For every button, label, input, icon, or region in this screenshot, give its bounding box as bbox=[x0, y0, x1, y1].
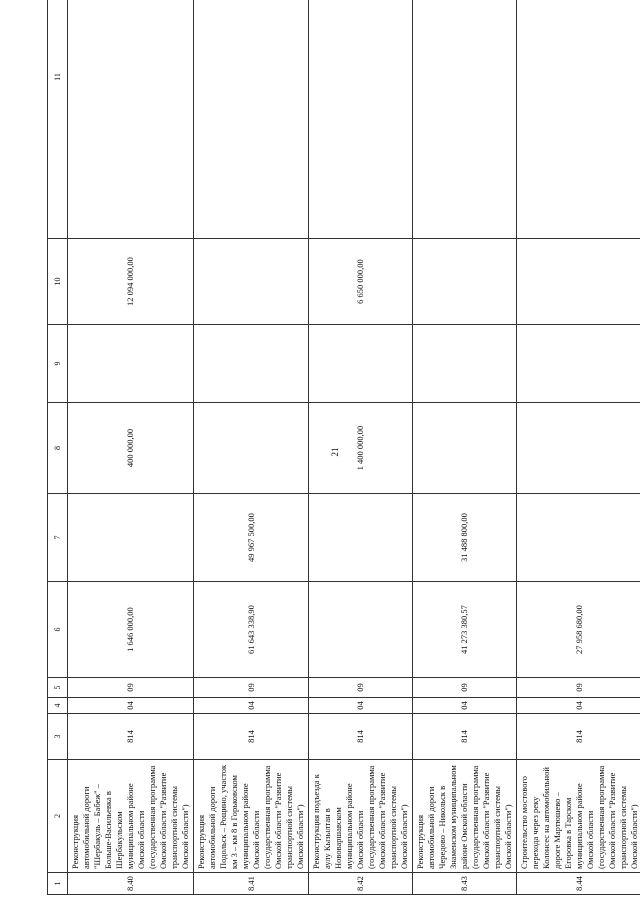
cell-col-9 bbox=[517, 325, 640, 403]
col-header-7: 7 bbox=[48, 494, 68, 582]
col-header-3: 3 bbox=[48, 714, 68, 760]
table-body bbox=[68, 0, 640, 895]
table-row bbox=[68, 0, 194, 895]
cell-col-7: 31 488 800,00 bbox=[413, 494, 517, 582]
cell-col-3: 814 bbox=[517, 714, 640, 760]
cell-col-10: 6 650 000,00 bbox=[309, 239, 413, 325]
cell-col-9 bbox=[68, 325, 194, 403]
row-description: Строительство мостового перехода через реку Колонсес на автомобильной дороге Мартюшево – Егоровка в Тарском муниципальном районе Омской области (государственная программа Омской области "Развитие транспортной системы Омской области") bbox=[517, 760, 640, 873]
cell-col-5: 09 bbox=[194, 678, 309, 698]
cell-col-3: 814 bbox=[68, 714, 194, 760]
cell-col-11 bbox=[517, 0, 640, 239]
cell-col-3: 814 bbox=[309, 714, 413, 760]
cell-col-9 bbox=[309, 325, 413, 403]
cell-col-4: 04 bbox=[68, 698, 194, 714]
cell-col-10: 12 094 000,00 bbox=[68, 239, 194, 325]
rotated-page bbox=[47, 16, 639, 895]
cell-col-4: 04 bbox=[309, 698, 413, 714]
cell-col-11 bbox=[309, 0, 413, 239]
column-number-row bbox=[48, 0, 68, 895]
budget-table bbox=[47, 0, 640, 895]
row-description: Реконструкция подъезда к аулу Кызылтан в Нововаршавском муниципальном районе Омской области (государственная программа Омской области "Развитие транспортной системы Омской области") bbox=[309, 760, 413, 873]
table-row bbox=[517, 0, 640, 895]
cell-col-8: 1 400 000,00 bbox=[309, 403, 413, 494]
row-number: 8.41 bbox=[194, 873, 309, 895]
cell-col-8: 400 000,00 bbox=[68, 403, 194, 494]
cell-col-6 bbox=[309, 582, 413, 678]
budget-table-sheet bbox=[47, 16, 639, 895]
cell-col-6: 41 273 380,57 bbox=[413, 582, 517, 678]
cell-col-4: 04 bbox=[413, 698, 517, 714]
table-row bbox=[413, 0, 517, 895]
col-header-1: 1 bbox=[48, 873, 68, 895]
col-header-4: 4 bbox=[48, 698, 68, 714]
cell-col-6: 61 643 338,90 bbox=[194, 582, 309, 678]
cell-col-8 bbox=[413, 403, 517, 494]
col-header-6: 6 bbox=[48, 582, 68, 678]
row-number: 8.43 bbox=[413, 873, 517, 895]
cell-col-6: 1 646 000,00 bbox=[68, 582, 194, 678]
cell-col-10 bbox=[194, 239, 309, 325]
col-header-11: 11 bbox=[48, 0, 68, 239]
cell-col-6: 27 958 680,00 bbox=[517, 582, 640, 678]
cell-col-11 bbox=[413, 0, 517, 239]
cell-col-11 bbox=[194, 0, 309, 239]
cell-col-7 bbox=[309, 494, 413, 582]
cell-col-7 bbox=[517, 494, 640, 582]
cell-col-5: 09 bbox=[68, 678, 194, 698]
col-header-2: 2 bbox=[48, 760, 68, 873]
cell-col-10 bbox=[517, 239, 640, 325]
col-header-8: 8 bbox=[48, 403, 68, 494]
cell-col-3: 814 bbox=[413, 714, 517, 760]
cell-col-3: 814 bbox=[194, 714, 309, 760]
col-header-9: 9 bbox=[48, 325, 68, 403]
page-number: 21 bbox=[330, 447, 340, 457]
cell-col-7: 49 967 500,00 bbox=[194, 494, 309, 582]
row-number: 8.40 bbox=[68, 873, 194, 895]
cell-col-4: 04 bbox=[517, 698, 640, 714]
table-row bbox=[194, 0, 309, 895]
cell-col-9 bbox=[194, 325, 309, 403]
cell-col-11 bbox=[68, 0, 194, 239]
cell-col-5: 09 bbox=[517, 678, 640, 698]
cell-col-5: 09 bbox=[413, 678, 517, 698]
row-number: 8.44 bbox=[517, 873, 640, 895]
row-description: Реконструкция автомобильной дороги Подольск – Рощино, участок км 3 – км 8 в Горьковском муниципальном районе Омской области (государственная программа Омской области "Развитие транспортной системы Омской области") bbox=[194, 760, 309, 873]
row-description: Реконструкция автомобильной дороги Чередово – Никольск в Знаменском муниципальном районе Омской области (государственная программа Омской области "Развитие транспортной системы Омской области") bbox=[413, 760, 517, 873]
row-description: Реконструкция автомобильной дороги "Шербакуль – Бабеж" – Больше-Васильевка в Шербакульском муниципальном районе Омской области (государственная программа Омской области "Развитие транспортной системы Омской области") bbox=[68, 760, 194, 873]
row-number: 8.42 bbox=[309, 873, 413, 895]
cell-col-4: 04 bbox=[194, 698, 309, 714]
cell-col-5: 09 bbox=[309, 678, 413, 698]
cell-col-8 bbox=[517, 403, 640, 494]
cell-col-10 bbox=[413, 239, 517, 325]
table-row bbox=[309, 0, 413, 895]
cell-col-8 bbox=[194, 403, 309, 494]
col-header-5: 5 bbox=[48, 678, 68, 698]
cell-col-7 bbox=[68, 494, 194, 582]
col-header-10: 10 bbox=[48, 239, 68, 325]
cell-col-9 bbox=[413, 325, 517, 403]
